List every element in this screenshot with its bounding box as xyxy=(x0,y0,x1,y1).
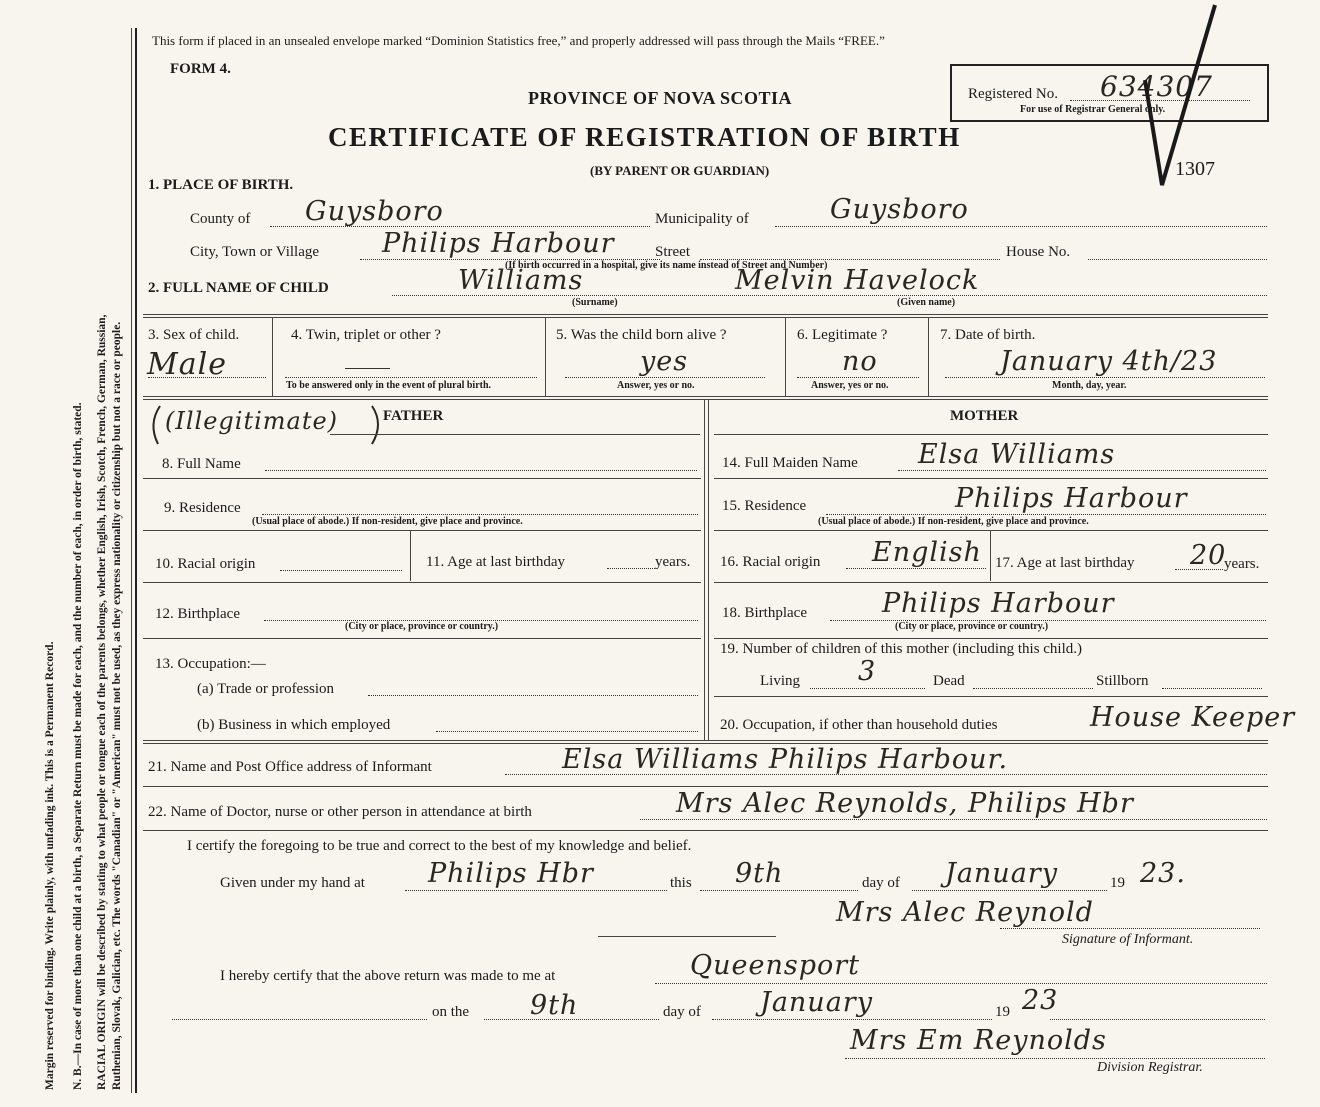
legitimate-label: 6. Legitimate ? xyxy=(797,327,888,343)
mother-maiden-value: Elsa Williams xyxy=(918,439,1116,470)
given-day-value: 9th xyxy=(735,858,784,889)
registrar-day-value: 9th xyxy=(530,990,579,1021)
registered-no-box xyxy=(950,64,1269,122)
hospital-note: (If birth occurred in a hospital, give its name instead of Street and Number) xyxy=(505,260,828,271)
father-name-label: 8. Full Name xyxy=(162,456,241,472)
margin-note-1: Margin reserved for binding. Write plainly, with unfading ink. This is a Permanent Record. xyxy=(44,641,56,1090)
mother-birthplace-label: 18. Birthplace xyxy=(722,605,807,621)
child-surname-value: Williams xyxy=(458,265,584,296)
registrar-year-value: 23 xyxy=(1022,985,1059,1016)
father-birthplace-note: (City or place, province or country.) xyxy=(345,621,499,632)
margin-note-4: Ruthenian, Slovak, Galician, etc. The words "Canadian" or "American" must not be used, as they express nationality or citizenship but not a race or people. xyxy=(111,321,123,1090)
informant-signature: Mrs Alec Reynold xyxy=(836,897,1094,928)
informant-signature-label: Signature of Informant. xyxy=(1062,932,1194,947)
this-label: this xyxy=(670,875,692,891)
sex-value: Male xyxy=(147,347,227,382)
dob-label: 7. Date of birth. xyxy=(940,327,1036,343)
city-value: Philips Harbour xyxy=(382,228,615,259)
certify-statement: I certify the foregoing to be true and correct to the best of my knowledge and belief. xyxy=(187,838,692,854)
legitimate-value: no xyxy=(842,346,878,377)
registrar-year-prefix: 19 xyxy=(995,1004,1010,1020)
mother-children-label: 19. Number of children of this mother (including this child.) xyxy=(720,641,1083,657)
father-occupation-label: 13. Occupation:— xyxy=(155,656,266,672)
father-heading: FATHER xyxy=(383,408,444,424)
county-value: Guysboro xyxy=(305,196,444,227)
margin-rule xyxy=(135,28,137,1093)
living-label: Living xyxy=(760,673,800,689)
dob-value: January 4th/23 xyxy=(1000,346,1218,377)
sex-label: 3. Sex of child. xyxy=(148,327,240,343)
father-residence-note: (Usual place of abode.) If non-resident, give place and province. xyxy=(252,516,523,527)
form-number: FORM 4. xyxy=(170,61,231,77)
registrar-day-of-label: day of xyxy=(663,1004,701,1020)
child-given-value: Melvin Havelock xyxy=(735,265,980,296)
informant-label: 21. Name and Post Office address of Informant xyxy=(148,759,432,775)
mother-racial-value: English xyxy=(872,537,982,568)
stamp-number: 1307 xyxy=(1175,158,1215,180)
given-day-of-label: day of xyxy=(862,875,900,891)
alive-value: yes xyxy=(640,346,689,377)
given-month-value: January xyxy=(945,858,1058,889)
binding-margin xyxy=(0,0,135,1107)
child-name-label: 2. FULL NAME OF CHILD xyxy=(148,280,329,296)
mother-age-label: 17. Age at last birthday xyxy=(995,555,1135,571)
father-trade-label: (a) Trade or profession xyxy=(197,681,335,697)
registered-no-value: 634307 xyxy=(1100,70,1213,103)
illegitimate-note: (Illegitimate) xyxy=(165,407,339,435)
dob-note: Month, day, year. xyxy=(1052,380,1127,391)
city-label: City, Town or Village xyxy=(190,244,320,260)
father-residence-label: 9. Residence xyxy=(164,500,241,516)
margin-note-2: N. B.—In case of more than one child at a birth, a Separate Return must be made for each, and the number of each, in order of birth, stated. xyxy=(72,402,84,1090)
twin-label: 4. Twin, triplet or other ? xyxy=(291,327,441,343)
given-year-value: 23. xyxy=(1140,858,1186,889)
place-of-birth-heading: 1. PLACE OF BIRTH. xyxy=(148,177,294,193)
mother-residence-value: Philips Harbour xyxy=(955,483,1188,514)
registrar-on-the-label: on the xyxy=(432,1004,470,1020)
registrar-statement: I hereby certify that the above return was made to me at xyxy=(220,968,556,984)
registrar-month-value: January xyxy=(760,987,873,1018)
father-age-label: 11. Age at last birthday xyxy=(426,554,565,570)
given-under-label: Given under my hand at xyxy=(220,875,365,891)
mail-notice: This form if placed in an unsealed envelope marked “Dominion Statistics free,” and properly addressed will pass through the Mails “FREE.” xyxy=(152,33,885,48)
mother-age-value: 20 xyxy=(1190,540,1227,571)
doctor-label: 22. Name of Doctor, nurse or other person in attendance at birth xyxy=(148,804,532,820)
surname-note: (Surname) xyxy=(572,297,618,308)
certificate-title: CERTIFICATE OF REGISTRATION OF BIRTH xyxy=(328,122,961,152)
registered-no-note: For use of Registrar General only. xyxy=(1020,104,1166,115)
municipality-value: Guysboro xyxy=(830,194,969,225)
mother-racial-label: 16. Racial origin xyxy=(720,554,821,570)
house-no-label: House No. xyxy=(1006,244,1071,260)
province-heading: PROVINCE OF NOVA SCOTIA xyxy=(528,88,793,108)
alive-label: 5. Was the child born alive ? xyxy=(556,327,727,343)
margin-rule-inner xyxy=(131,28,132,1093)
mother-residence-note: (Usual place of abode.) If non-resident, give place and province. xyxy=(818,516,1089,527)
given-year-prefix: 19 xyxy=(1110,875,1125,891)
twin-note: To be answered only in the event of plural birth. xyxy=(286,380,492,391)
mother-birthplace-note: (City or place, province or country.) xyxy=(895,621,1049,632)
registrar-place-value: Queensport xyxy=(690,950,861,981)
legitimate-note: Answer, yes or no. xyxy=(811,380,889,391)
registered-no-label: Registered No. xyxy=(968,86,1058,102)
mother-age-years: years. xyxy=(1224,556,1260,572)
mother-residence-label: 15. Residence xyxy=(722,498,807,514)
registrar-signature: Mrs Em Reynolds xyxy=(850,1025,1107,1056)
father-birthplace-label: 12. Birthplace xyxy=(155,606,240,622)
living-value: 3 xyxy=(858,656,877,687)
county-label: County of xyxy=(190,211,251,227)
dead-label: Dead xyxy=(933,673,965,689)
alive-note: Answer, yes or no. xyxy=(617,380,695,391)
doctor-value: Mrs Alec Reynolds, Philips Hbr xyxy=(676,788,1134,819)
margin-note-3: RACIAL ORIGIN will be described by stating to what people or tongue each of the parents belongs, whether English, Irish, Scotch, French, German, Russian, xyxy=(96,314,108,1090)
street-label: Street xyxy=(655,244,690,260)
father-age-years: years. xyxy=(655,554,691,570)
mother-heading: MOTHER xyxy=(950,408,1019,424)
mother-maiden-label: 14. Full Maiden Name xyxy=(722,455,858,471)
father-business-label: (b) Business in which employed xyxy=(197,717,391,733)
given-name-note: (Given name) xyxy=(897,297,956,308)
stillborn-label: Stillborn xyxy=(1096,673,1149,689)
registrar-signature-label: Division Registrar. xyxy=(1097,1060,1203,1075)
municipality-label: Municipality of xyxy=(655,211,749,227)
mother-birthplace-value: Philips Harbour xyxy=(882,588,1115,619)
given-place-value: Philips Hbr xyxy=(428,858,594,889)
mother-occupation-value: House Keeper xyxy=(1090,702,1296,733)
father-racial-label: 10. Racial origin xyxy=(155,556,256,572)
mother-occupation-label: 20. Occupation, if other than household duties xyxy=(720,717,998,733)
informant-value: Elsa Williams Philips Harbour. xyxy=(562,744,1009,775)
certificate-subtitle: (BY PARENT OR GUARDIAN) xyxy=(590,163,770,178)
